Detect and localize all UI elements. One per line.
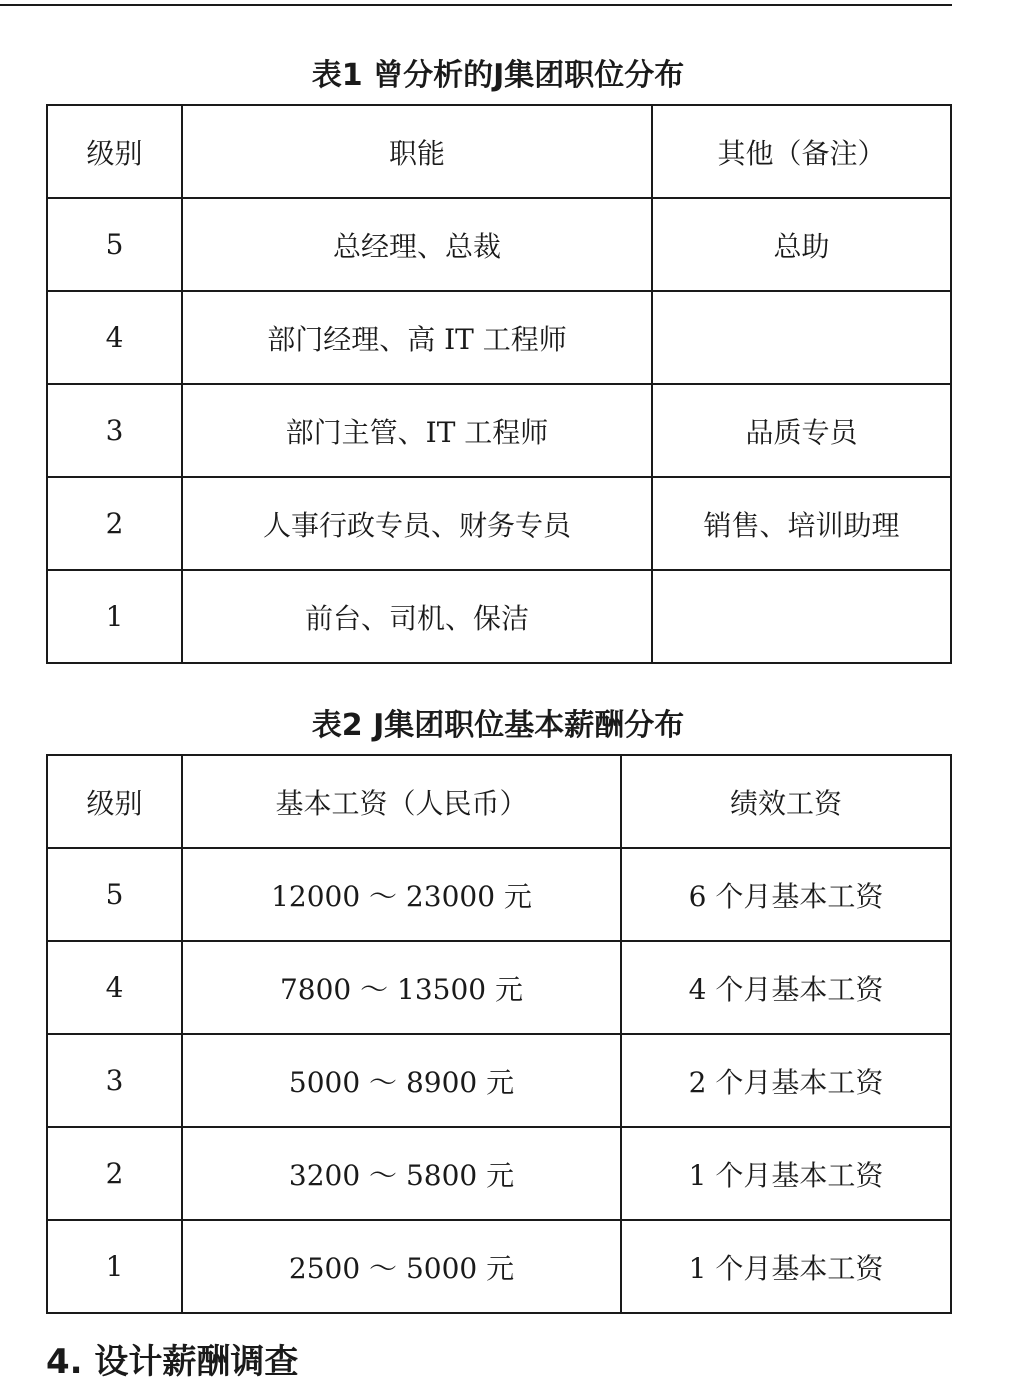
table2-cell-base-salary: 12000 ～ 23000 元 xyxy=(182,848,621,941)
table1-cell-function: 部门主管、IT 工程师 xyxy=(182,384,652,477)
table2-cell-level: 3 xyxy=(47,1034,182,1127)
table1-cell-notes xyxy=(652,570,951,663)
table1-cell-level: 3 xyxy=(47,384,182,477)
table-row xyxy=(47,1220,951,1313)
table2-cell-performance-pay: 6 个月基本工资 xyxy=(621,848,951,941)
table1-header-function: 职能 xyxy=(182,105,652,198)
table-row xyxy=(47,570,951,663)
table1-cell-level: 5 xyxy=(47,198,182,291)
table-row xyxy=(47,198,951,291)
table2-header-base-salary: 基本工资（人民币） xyxy=(182,755,621,848)
table1-cell-function: 总经理、总裁 xyxy=(182,198,652,291)
table1-cell-notes xyxy=(652,291,951,384)
table2-cell-base-salary: 5000 ～ 8900 元 xyxy=(182,1034,621,1127)
table-row xyxy=(47,941,951,1034)
table2-cell-level: 5 xyxy=(47,848,182,941)
table1-header-notes: 其他（备注） xyxy=(652,105,951,198)
section-heading: 4. 设计薪酬调查 xyxy=(46,1342,299,1382)
table1-cell-notes: 总助 xyxy=(652,198,951,291)
table2 xyxy=(46,754,952,1314)
table2-cell-base-salary: 3200 ～ 5800 元 xyxy=(182,1127,621,1220)
top-rule xyxy=(0,4,952,6)
table1-caption: 表1 曾分析的J集团职位分布 xyxy=(311,58,685,93)
table-row xyxy=(47,848,951,941)
table1 xyxy=(46,104,952,664)
table2-cell-level: 4 xyxy=(47,941,182,1034)
table1-cell-level: 4 xyxy=(47,291,182,384)
table2-cell-base-salary: 2500 ～ 5000 元 xyxy=(182,1220,621,1313)
table2-cell-base-salary: 7800 ～ 13500 元 xyxy=(182,941,621,1034)
table1-header-row xyxy=(47,105,951,198)
table2-header-row xyxy=(47,755,951,848)
table-row xyxy=(47,291,951,384)
table2-cell-level: 1 xyxy=(47,1220,182,1313)
table2-header-performance-pay: 绩效工资 xyxy=(621,755,951,848)
table1-cell-notes: 品质专员 xyxy=(652,384,951,477)
table-row xyxy=(47,384,951,477)
table-row xyxy=(47,1034,951,1127)
table2-cell-performance-pay: 2 个月基本工资 xyxy=(621,1034,951,1127)
table2-cell-level: 2 xyxy=(47,1127,182,1220)
table1-cell-function: 部门经理、高 IT 工程师 xyxy=(182,291,652,384)
table2-cell-performance-pay: 1 个月基本工资 xyxy=(621,1127,951,1220)
table2-header-level: 级别 xyxy=(47,755,182,848)
table2-cell-performance-pay: 1 个月基本工资 xyxy=(621,1220,951,1313)
table1-header-level: 级别 xyxy=(47,105,182,198)
table1-cell-function: 人事行政专员、财务专员 xyxy=(182,477,652,570)
table2-cell-performance-pay: 4 个月基本工资 xyxy=(621,941,951,1034)
table-row xyxy=(47,1127,951,1220)
table-row xyxy=(47,477,951,570)
table1-cell-level: 1 xyxy=(47,570,182,663)
table1-cell-function: 前台、司机、保洁 xyxy=(182,570,652,663)
table2-caption: 表2 J集团职位基本薪酬分布 xyxy=(311,708,685,743)
table1-cell-level: 2 xyxy=(47,477,182,570)
table1-cell-notes: 销售、培训助理 xyxy=(652,477,951,570)
